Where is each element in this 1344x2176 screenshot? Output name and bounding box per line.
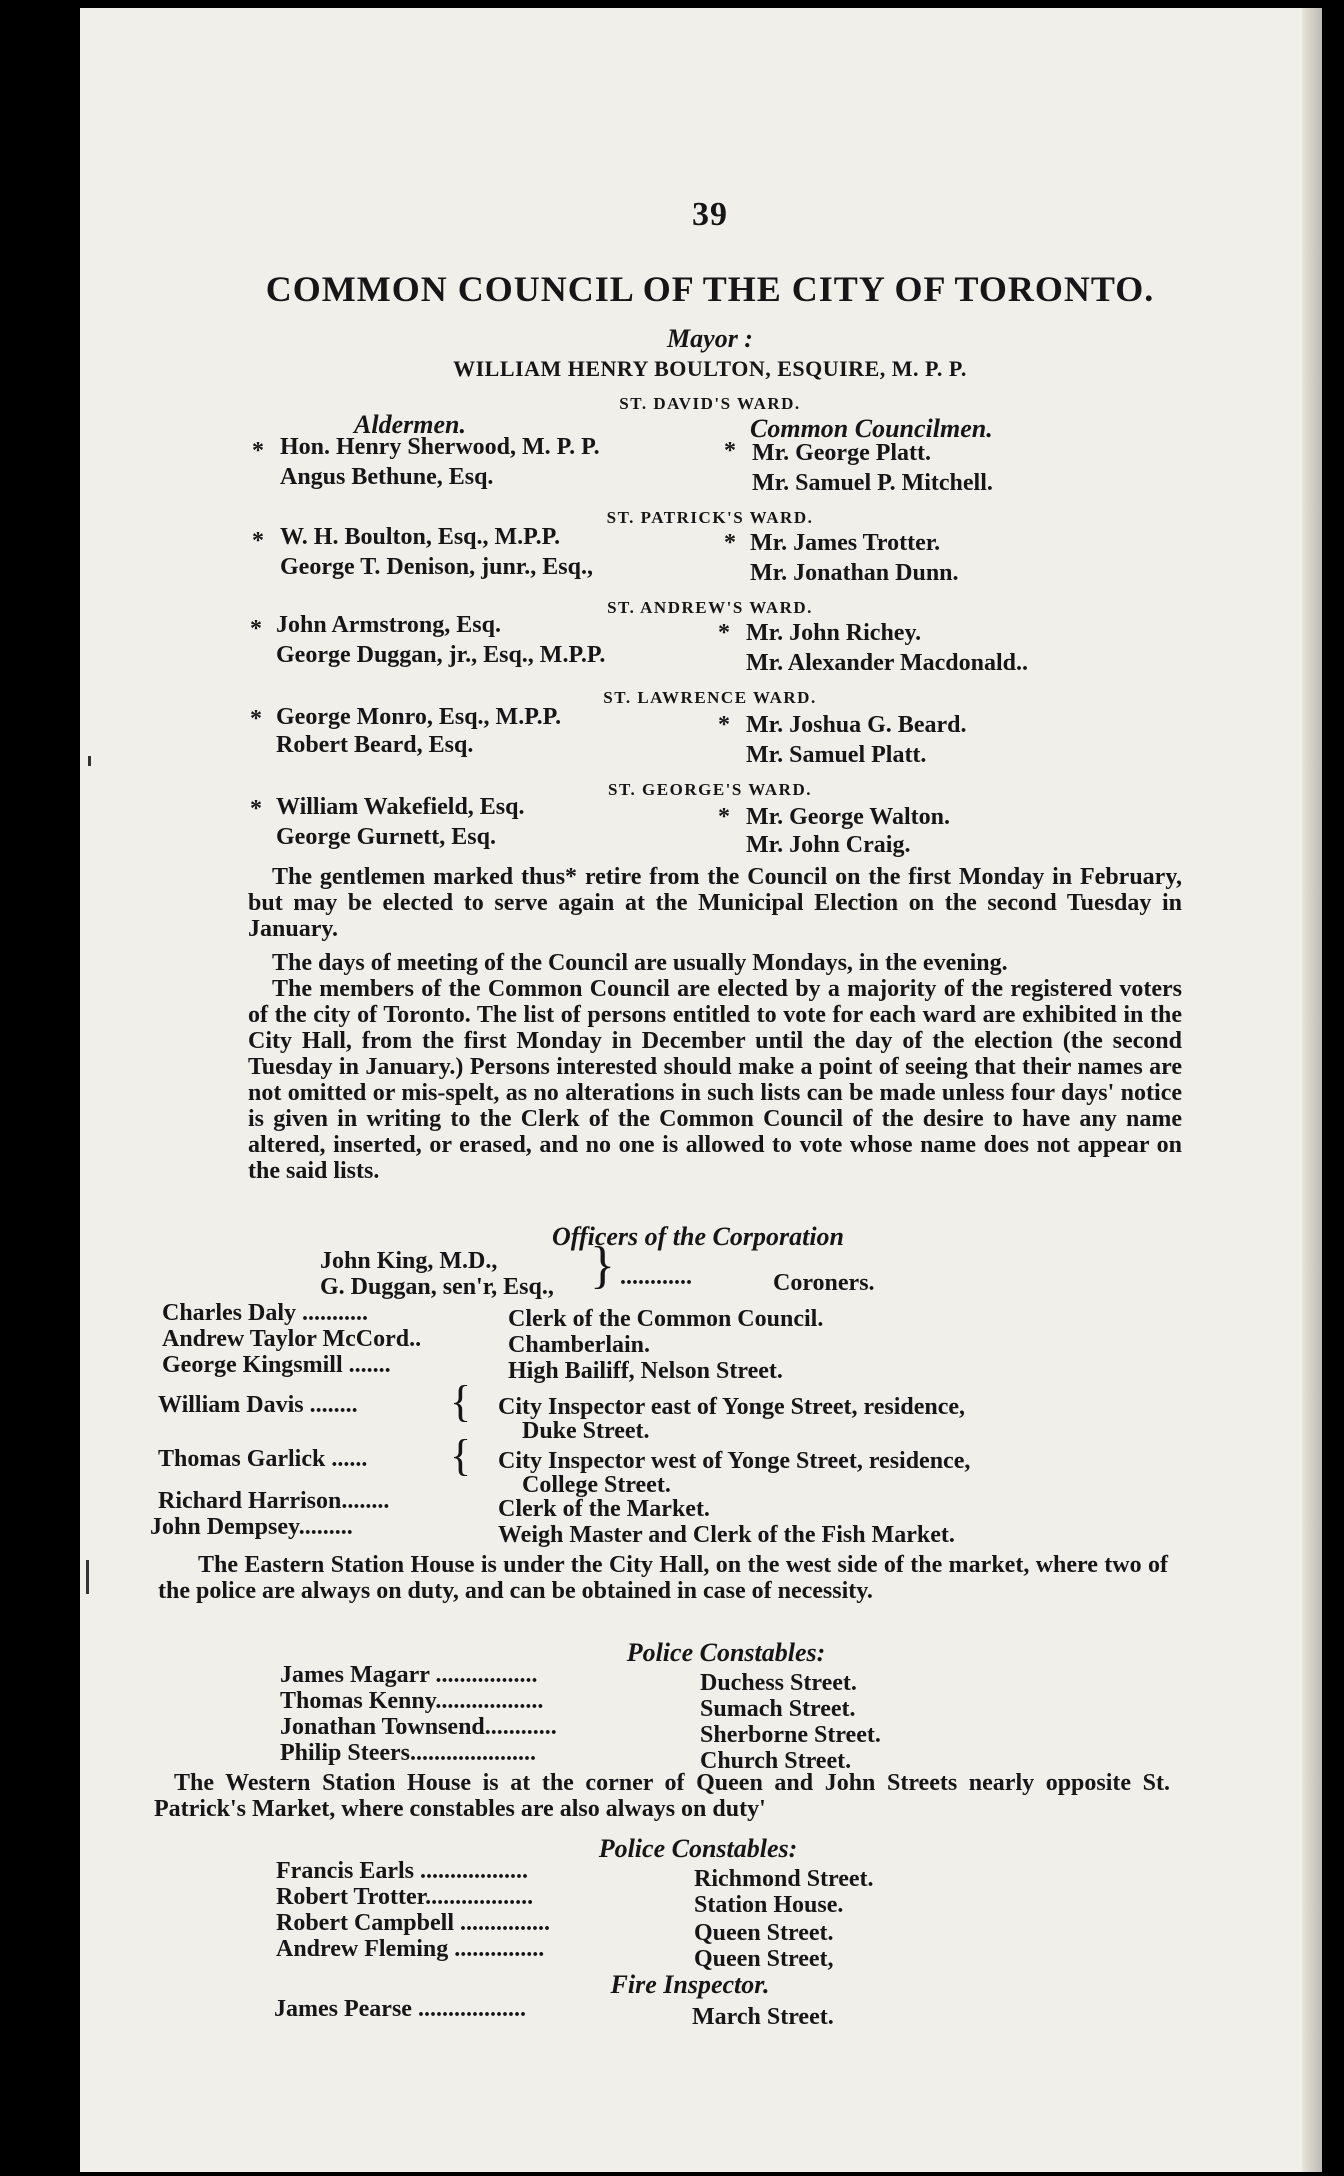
fire-inspector-heading: Fire Inspector. bbox=[610, 1970, 770, 1999]
retire-star: * bbox=[724, 530, 736, 556]
retire-star: * bbox=[718, 804, 730, 830]
western-station-paragraph: The Western Station House is at the corner of Queen and John Streets nearly opposite St. Patrick's Market, where constables are also always on duty' bbox=[154, 1770, 1170, 1822]
councilman-name: Mr. Alexander Macdonald.. bbox=[746, 650, 1029, 676]
constable-name: Andrew Fleming ............... bbox=[276, 1936, 545, 1962]
officer-name: Charles Daly ........... bbox=[162, 1300, 368, 1326]
aldermen-label: Aldermen. bbox=[354, 410, 466, 439]
officer-name: Richard Harrison........ bbox=[158, 1488, 390, 1514]
constable-street: Queen Street, bbox=[694, 1946, 834, 1972]
councilman-name: Mr. Samuel P. Mitchell. bbox=[752, 470, 993, 496]
retire-star: * bbox=[252, 438, 264, 464]
page-number: 39 bbox=[692, 196, 728, 233]
constable-name: Philip Steers..................... bbox=[280, 1740, 536, 1766]
mayor-label: Mayor : bbox=[667, 324, 753, 353]
margin-mark bbox=[88, 756, 91, 766]
alderman-name: Hon. Henry Sherwood, M. P. P. bbox=[280, 434, 600, 460]
alderman-name: George Duggan, jr., Esq., M.P.P. bbox=[276, 642, 606, 668]
officer-title-cont: Duke Street. bbox=[522, 1418, 650, 1444]
alderman-name: Angus Bethune, Esq. bbox=[280, 464, 494, 490]
page-title: COMMON COUNCIL OF THE CITY OF TORONTO. bbox=[265, 269, 1155, 309]
councilman-name: Mr. Joshua G. Beard. bbox=[746, 712, 967, 738]
officer-name: George Kingsmill ....... bbox=[162, 1352, 391, 1378]
constable-street: Sumach Street. bbox=[700, 1696, 856, 1722]
constable-name: Francis Earls .................. bbox=[276, 1858, 528, 1884]
eastern-station-paragraph: The Eastern Station House is under the City Hall, on the west side of the market, where two of the police are always on duty, and can be obtained in case of necessity. bbox=[158, 1552, 1168, 1604]
constable-street: Sherborne Street. bbox=[700, 1722, 881, 1748]
ward-heading-st-lawrence: ST. LAWRENCE WARD. bbox=[603, 688, 817, 707]
officer-title: High Bailiff, Nelson Street. bbox=[508, 1358, 783, 1384]
alderman-name: George Monro, Esq., M.P.P. bbox=[276, 704, 562, 730]
fire-inspector-name: James Pearse .................. bbox=[274, 1996, 526, 2022]
coroners-brace: } bbox=[590, 1237, 615, 1294]
retire-star: * bbox=[718, 620, 730, 646]
councilman-name: Mr. George Platt. bbox=[752, 440, 932, 466]
constable-name: Jonathan Townsend............ bbox=[280, 1714, 557, 1740]
officer-name: John Dempsey......... bbox=[150, 1514, 353, 1540]
officer-name: Andrew Taylor McCord.. bbox=[162, 1326, 422, 1352]
coroners-title: Coroners. bbox=[773, 1270, 875, 1296]
alderman-name: W. H. Boulton, Esq., M.P.P. bbox=[280, 524, 561, 550]
alderman-name: George Gurnett, Esq. bbox=[276, 824, 496, 850]
coroner-name: John King, M.D., bbox=[320, 1248, 498, 1274]
alderman-name: George T. Denison, junr., Esq., bbox=[280, 554, 593, 580]
alderman-name: Robert Beard, Esq. bbox=[276, 732, 474, 758]
police-heading-east: Police Constables: bbox=[626, 1638, 826, 1667]
retire-star: * bbox=[250, 706, 262, 732]
margin-mark-2 bbox=[86, 1560, 89, 1594]
councilmen-label: Common Councilmen. bbox=[750, 414, 993, 443]
election-paragraph: The members of the Common Council are elected by a majority of the registered voters of the city of Toronto. The list of persons entitled to vote for each ward are exhibited in the City Hall, from the first Monday in December until the day of the election (the second Tuesday in January.) Persons interested should make a point of seeing that their names are not omitted or mis-spelt, as no alterations in such lists can be made unless four days' notice is given in writing to the Clerk of the Common Council of the desire to have any name altered, inserted, or erased, and no one is allowed to vote whose name does not appear on the said lists. bbox=[248, 976, 1182, 1184]
constable-street: Station House. bbox=[694, 1892, 844, 1918]
officers-heading: Officers of the Corporation bbox=[551, 1222, 845, 1251]
ward-heading-st-davids: ST. DAVID'S WARD. bbox=[619, 394, 801, 413]
officer-title: Clerk of the Market. bbox=[498, 1496, 710, 1522]
ward-heading-st-andrews: ST. ANDREW'S WARD. bbox=[607, 598, 813, 617]
police-heading-west: Police Constables: bbox=[598, 1834, 798, 1863]
officer-title: Clerk of the Common Council. bbox=[508, 1306, 824, 1332]
constable-street: Duchess Street. bbox=[700, 1670, 857, 1696]
retire-star: * bbox=[252, 528, 264, 554]
retire-star: * bbox=[724, 438, 736, 464]
coroner-name: G. Duggan, sen'r, Esq., bbox=[320, 1274, 554, 1300]
constable-street: Richmond Street. bbox=[694, 1866, 874, 1892]
alderman-name: John Armstrong, Esq. bbox=[276, 612, 501, 638]
officer-brace: { bbox=[450, 1377, 472, 1426]
officer-title: Weigh Master and Clerk of the Fish Market. bbox=[498, 1522, 955, 1548]
constable-name: Thomas Kenny.................. bbox=[280, 1688, 544, 1714]
constable-street: Queen Street. bbox=[694, 1920, 834, 1946]
councilman-name: Mr. John Richey. bbox=[746, 620, 922, 646]
councilman-name: Mr. George Walton. bbox=[746, 804, 950, 830]
constable-name: Robert Campbell ............... bbox=[276, 1910, 550, 1936]
ward-heading-st-patricks: ST. PATRICK'S WARD. bbox=[606, 508, 814, 527]
councilman-name: Mr. Jonathan Dunn. bbox=[750, 560, 959, 586]
retire-star: * bbox=[250, 796, 262, 822]
officer-title: Chamberlain. bbox=[508, 1332, 651, 1358]
retire-note-paragraph: The gentlemen marked thus* retire from the Council on the first Monday in February, but may be elected to serve again at the Municipal Election on the second Tuesday in January. bbox=[248, 864, 1182, 942]
document-page bbox=[80, 8, 1322, 2172]
councilman-name: Mr. Samuel Platt. bbox=[746, 742, 927, 768]
officer-name: William Davis ........ bbox=[158, 1392, 358, 1418]
councilman-name: Mr. James Trotter. bbox=[750, 530, 941, 556]
meeting-days-paragraph: The days of meeting of the Council are usually Mondays, in the evening. bbox=[272, 950, 1008, 976]
constable-name: Robert Trotter.................. bbox=[276, 1884, 534, 1910]
alderman-name: William Wakefield, Esq. bbox=[276, 794, 525, 820]
coroners-dots: ............ bbox=[620, 1264, 692, 1290]
councilman-name: Mr. John Craig. bbox=[746, 832, 911, 858]
officer-title-cont: College Street. bbox=[522, 1472, 671, 1498]
mayor-name: WILLIAM HENRY BOULTON, ESQUIRE, M. P. P. bbox=[453, 356, 967, 381]
retire-star: * bbox=[250, 616, 262, 642]
ward-heading-st-georges: ST. GEORGE'S WARD. bbox=[608, 780, 812, 799]
officer-name: Thomas Garlick ...... bbox=[158, 1446, 368, 1472]
constable-name: James Magarr ................. bbox=[280, 1662, 538, 1688]
retire-star: * bbox=[718, 712, 730, 738]
fire-inspector-street: March Street. bbox=[692, 2004, 834, 2030]
constable-street: Church Street. bbox=[700, 1748, 852, 1774]
officer-title: City Inspector west of Yonge Street, residence, bbox=[498, 1448, 971, 1474]
officer-brace: { bbox=[450, 1431, 472, 1480]
page-edge-shadow bbox=[1302, 8, 1322, 2172]
officer-title: City Inspector east of Yonge Street, residence, bbox=[498, 1394, 966, 1420]
